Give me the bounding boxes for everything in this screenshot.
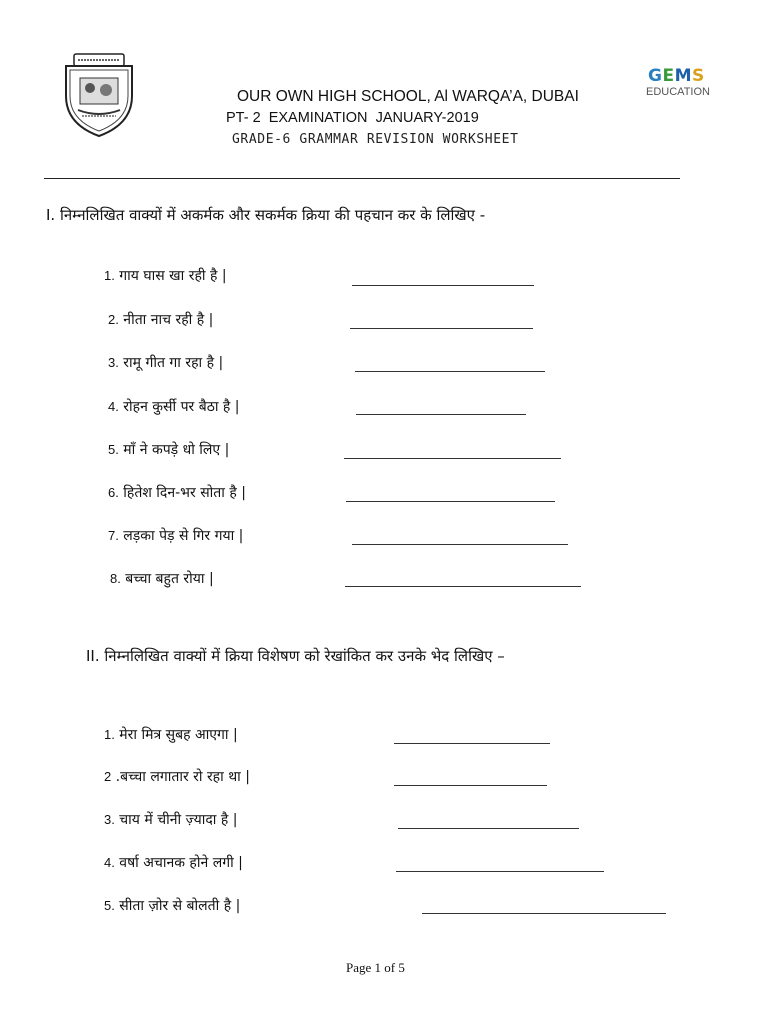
- answer-blank[interactable]: [394, 743, 550, 744]
- answer-blank[interactable]: [352, 285, 534, 286]
- list-item: 3. रामू गीत गा रहा है |: [108, 355, 224, 371]
- answer-blank[interactable]: [356, 414, 526, 415]
- list-item: 1. गाय घास खा रही है |: [104, 268, 227, 284]
- answer-blank[interactable]: [350, 328, 533, 329]
- school-crest-icon: [60, 48, 138, 138]
- school-name: OUR OWN HIGH SCHOOL, Al WARQA’A, DUBAI: [237, 88, 579, 105]
- list-item: 3. चाय में चीनी ज़्यादा है |: [104, 812, 238, 828]
- answer-blank[interactable]: [345, 586, 581, 587]
- list-item: 5. सीता ज़ोर से बोलती है |: [104, 898, 241, 914]
- list-item: 4. वर्षा अचानक होने लगी |: [104, 855, 243, 871]
- section-1-title: I. निम्नलिखित वाक्यों में अकर्मक और सकर्मक क्रिया की पहचान कर के लिखिए -: [46, 206, 486, 224]
- answer-blank[interactable]: [398, 828, 579, 829]
- worksheet-title: GRADE-6 GRAMMAR REVISION WORKSHEET: [232, 132, 519, 147]
- list-item: 8. बच्चा बहुत रोया |: [110, 571, 214, 587]
- exam-line: PT- 2 EXAMINATION JANUARY-2019: [226, 110, 479, 126]
- gems-education-logo: [640, 62, 720, 102]
- list-item: 4. रोहन कुर्सी पर बैठा है |: [108, 399, 240, 415]
- header-divider: [44, 178, 680, 179]
- list-item: 2 .बच्चा लगातार रो रहा था |: [104, 769, 250, 785]
- gems-letter-m: M: [674, 66, 693, 86]
- answer-blank[interactable]: [355, 371, 545, 372]
- answer-blank[interactable]: [396, 871, 604, 872]
- page-number: Page 1 of 5: [346, 960, 405, 975]
- list-item: 2. नीता नाच रही है |: [108, 312, 214, 328]
- list-item: 7. लड़का पेड़ से गिर गया |: [108, 528, 244, 544]
- gems-letter-e: E: [662, 66, 675, 86]
- section-2-title: II. निम्नलिखित वाक्यों में क्रिया विशेषण को रेखांकित कर उनके भेद लिखिए –: [86, 647, 505, 665]
- answer-blank[interactable]: [352, 544, 568, 545]
- gems-letter-g: G: [648, 66, 663, 86]
- list-item: 1. मेरा मित्र सुबह आएगा |: [104, 727, 238, 743]
- answer-blank[interactable]: [422, 913, 666, 914]
- gems-letter-s: S: [692, 66, 705, 86]
- answer-blank[interactable]: [344, 458, 561, 459]
- answer-blank[interactable]: [346, 501, 555, 502]
- gems-logo-word: [648, 66, 705, 86]
- list-item: 5. माँ ने कपड़े धो लिए |: [108, 442, 230, 458]
- answer-blank[interactable]: [394, 785, 547, 786]
- gems-logo-subtitle: EDUCATION: [646, 86, 710, 98]
- list-item: 6. हितेश दिन-भर सोता है |: [108, 485, 246, 501]
